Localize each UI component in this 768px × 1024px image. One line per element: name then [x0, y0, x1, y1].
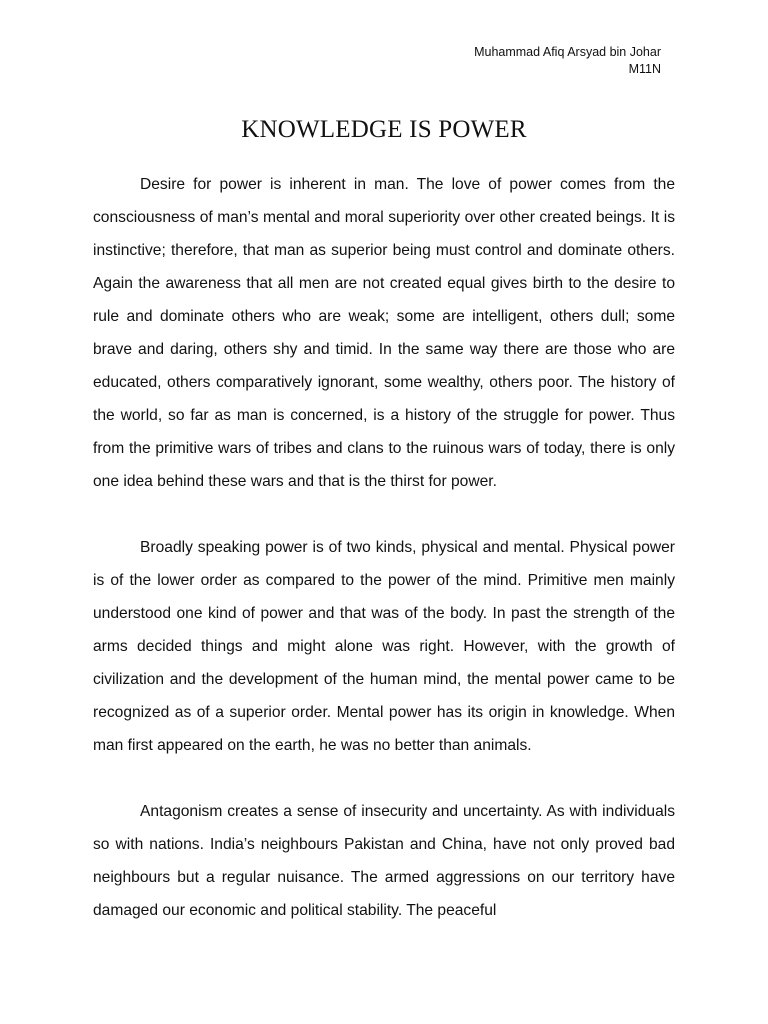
paragraph-2: Broadly speaking power is of two kinds, physical and mental. Physical power is of the lower order as compared to the power of the mind. Primitive men mainly understood one kind of power and that was of the body. In past the strength of the arms decided things and might alone was right. However, with the growth of civilization and the development of the human mind, the mental power came to be recognized as of a superior order. Mental power has its origin in knowledge. When man first appeared on the earth, he was no better than animals. [93, 539, 675, 754]
author-name: Muhammad Afiq Arsyad bin Johar [474, 45, 661, 59]
author-header [474, 44, 661, 78]
paragraph-1: Desire for power is inherent in man. The love of power comes from the consciousness of man’s mental and moral superiority over other created beings. It is instinctive; therefore, that man as superior being must control and dominate others. Again the awareness that all men are not created equal gives birth to the desire to rule and dominate others who are weak; some are intelligent, others dull; some brave and daring, others shy and timid. In the same way there are those who are educated, others comparatively ignorant, some wealthy, others poor. The history of the world, so far as man is concerned, is a history of the struggle for power. Thus from the primitive wars of tribes and clans to the ruinous wars of today, there is only one idea behind these wars and that is the thirst for power. [93, 176, 675, 490]
document-title: KNOWLEDGE IS POWER [241, 116, 527, 143]
document-body [93, 168, 675, 960]
paragraph-3: Antagonism creates a sense of insecurity and uncertainty. As with individuals so with nations. India’s neighbours Pakistan and China, have not only proved bad neighbours but a regular nuisance. The armed aggressions on our territory have damaged our economic and political stability. The peaceful [93, 803, 675, 919]
class-code: M11N [628, 62, 661, 76]
